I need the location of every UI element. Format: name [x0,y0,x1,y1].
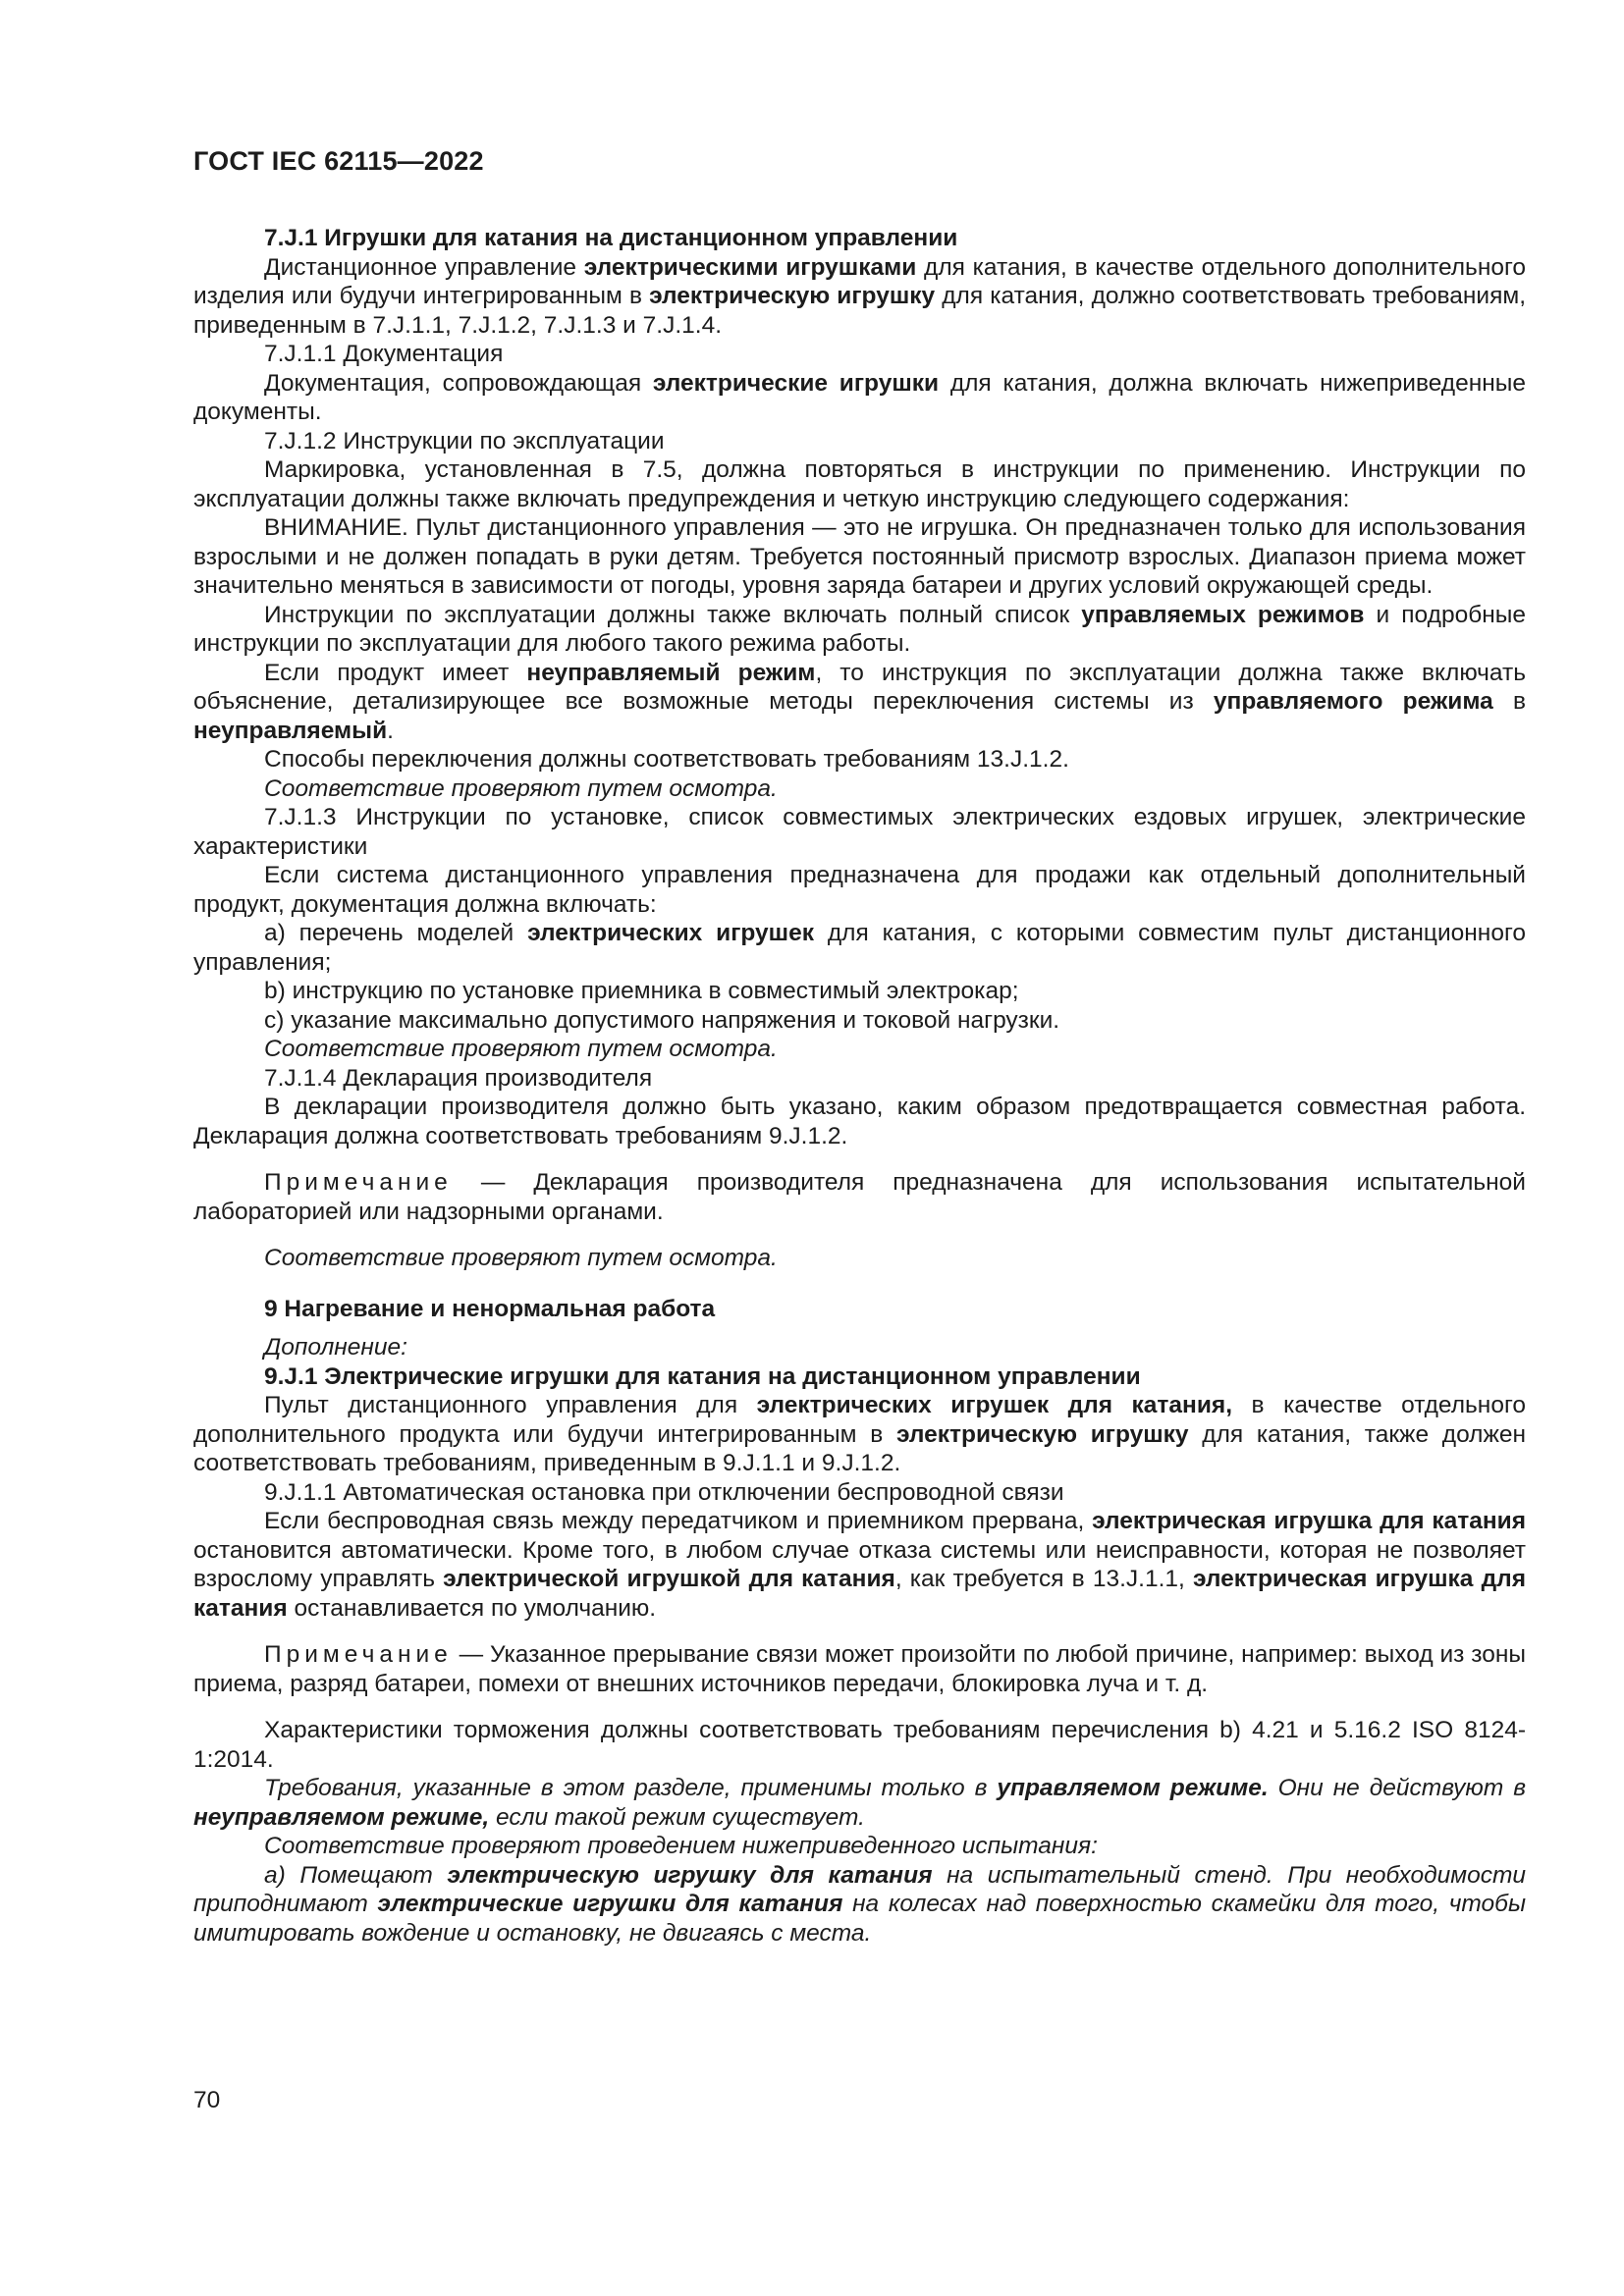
section-7j12-warning: ВНИМАНИЕ. Пульт дистанционного управления — это не игрушка. Он предназначен только для использования взрослыми и не должен попадать в руки детям. Требуется постоянный присмотр взрослых. Диапазон приема может значительно меняться в зависимости от погоды, уровня заряда батареи и других условий окружающей среды. [193,514,1526,599]
section-7j11-title: 7.J.1.1 Документация [264,341,504,367]
section-7j13-item-b: b) инструкцию по установке приемника в совместимый электрокар; [264,978,1019,1004]
section-7j13-check: Соответствие проверяют путем осмотра. [264,1036,778,1062]
section-9j11-item-a: a) Помещают электрическую игрушку для катания на испытательный стенд. При необходимости приподнимают электрические игрушки для катания на колесах над поверхностью скамейки для того, чтобы имитировать вождение и остановку, не двигаясь с места. [193,1861,1526,1947]
section-7j13-item-a: a) перечень моделей электрических игрушек для катания, с которыми совместим пульт дистанционного управления; [193,920,1526,976]
section-7j14-note: Примечание — Декларация производителя предназначена для использования испытательной лабораторией или надзорными органами. [193,1169,1526,1225]
section-7j13-title: 7.J.1.3 Инструкции по установке, список совместимых электрических ездовых игрушек, электрические характеристики [193,804,1526,860]
section-9-title: 9 Нагревание и ненормальная работа [264,1295,716,1322]
document-header: ГОСТ IEC 62115—2022 [193,146,484,176]
section-9j11-title: 9.J.1.1 Автоматическая остановка при отключении беспроводной связи [264,1478,1064,1506]
section-7j1-title: 7.J.1 Игрушки для катания на дистанционном управлении [264,225,958,251]
section-9j11-p1: Если беспроводная связь между передатчиком и приемником прервана, электрическая игрушка для катания остановится автоматически. Кроме того, в любом случае отказа системы или неисправности, которая не позволяет взрослому управлять электрической игрушкой для катания, как требуется в 13.J.1.1, электрическая игрушка для катания останавливается по умолчанию. [193,1508,1526,1622]
section-9-addition: Дополнение: [264,1334,407,1361]
section-7j1-intro: Дистанционное управление электрическими игрушками для катания, в качестве отдельного дополнительного изделия или будучи интегрированным в электрическую игрушку для катания, должно соответствовать требованиям, приведенным в 7.J.1.1, 7.J.1.2, 7.J.1.3 и 7.J.1.4. [193,253,1527,339]
section-7j14-check: Соответствие проверяют путем осмотра. [264,1245,778,1271]
section-7j12-p4: Если продукт имеет неуправляемый режим, то инструкция по эксплуатации должна также включать объяснение, детализирующее все возможные методы переключения системы из управляемого режима в неуправляемый. [193,659,1526,744]
note-label: Примечание [264,1169,453,1196]
section-9j11-note: Примечание — Указанное прерывание связи может произойти по любой причине, например: выход из зоны приема, разряд батареи, помехи от внешних источников передачи, блокировка луча и т. д. [193,1641,1526,1697]
document-body [193,224,1526,1948]
section-9j1-p1: Пульт дистанционного управления для электрических игрушек для катания, в качестве отдельного дополнительного продукта или будучи интегрированным в электрическую игрушку для катания, также должен соответствовать требованиям, приведенным в 9.J.1.1 и 9.J.1.2. [193,1392,1527,1476]
section-9j11-p2: Характеристики торможения должны соответствовать требованиям перечисления b) 4.21 и 5.16.2 ISO 8124-1:2014. [193,1717,1526,1773]
section-9j11-p3: Требования, указанные в этом разделе, применимы только в управляемом режиме. Они не действуют в неуправляемом режиме, если такой режим существует. [193,1775,1527,1831]
section-7j12-p5: Способы переключения должны соответствовать требованиям 13.J.1.2. [264,746,1069,773]
section-7j14-title: 7.J.1.4 Декларация производителя [264,1064,653,1092]
section-7j13-p1: Если система дистанционного управления предназначена для продажи как отдельный дополнительный продукт, документация должна включать: [193,862,1526,918]
section-7j14-p1: В декларации производителя должно быть указано, каким образом предотвращается совместная работа. Декларация должна соответствовать требованиям 9.J.1.2. [193,1094,1526,1149]
section-7j12-title: 7.J.1.2 Инструкции по эксплуатации [264,427,665,454]
section-9j11-p4: Соответствие проверяют проведением нижеприведенного испытания: [264,1833,1098,1859]
page-number: 70 [193,2087,221,2113]
note-label: Примечание [264,1641,453,1668]
section-7j12-p1: Маркировка, установленная в 7.5, должна повторяться в инструкции по применению. Инструкции по эксплуатации должны также включать предупреждения и четкую инструкцию следующего содержания: [193,456,1526,512]
section-7j12-p3: Инструкции по эксплуатации должны также включать полный список управляемых режимов и подробные инструкции по эксплуатации для любого такого режима работы. [193,601,1526,657]
section-7j12-check: Соответствие проверяют путем осмотра. [264,774,778,802]
section-9j1-title: 9.J.1 Электрические игрушки для катания на дистанционном управлении [264,1362,1141,1390]
section-7j11-text: Документация, сопровождающая электрические игрушки для катания, должна включать нижеприведенные документы. [193,369,1527,425]
section-7j13-item-c: c) указание максимально допустимого напряжения и токовой нагрузки. [264,1006,1060,1034]
